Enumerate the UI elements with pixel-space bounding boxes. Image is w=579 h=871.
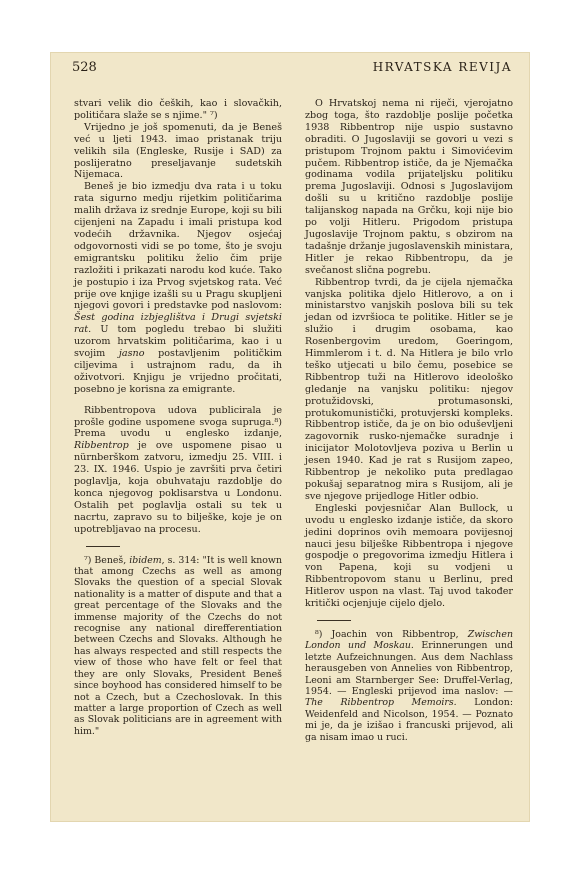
page-number: 528 [72,60,97,75]
footnote-8: ⁸) Joachin von Ribbentrop, Zwischen London und Moskau. Erinnerungen und letzte Aufzeichnungen. Aus dem Nachlass herausgeben von Annelies von Ribbentrop, Leoni am Starnberger See: Druffel-Verlag, 1954. — Engleski prijevod ima naslov: — The Ribbentrop Memoirs. London: Weidenfeld and Nicolson, 1954. — Poznato mi je, da je izišao i francuski prijevod, ali ga nisam imao u ruci. [305,628,513,743]
paragraph: Ribbentropova udova publicirala je prošle godine uspomene svoga supruga.⁸) Prema uvodu u englesko izdanje, Ribbentrop je ove uspomene pisao u nürnberškom zatvoru, izmedju 25. VIII. i 23. IX. 1946. Uspio je završiti prva četiri poglavlja, koja obuhvataju razdoblje do konca njegovog poklisarstva u Londonu. Ostalih pet poglavlja ostali su tek u nacrtu, zapravo su to bilješke, koje je on upotrebljavao na procesu. [74,404,282,535]
book-title: Šest godina izbjeglištva i Drugi svjetski rat. [74,312,282,336]
book-title: The Ribbentrop Memoirs. [305,697,457,709]
page-header [72,60,512,78]
footnote-divider [86,546,120,547]
paragraph: Engleski povjesničar Alan Bullock, u uvodu u englesko izdanje ističe, da skoro jedini doprinos ovih memoara povijesnoj nauci jesu bilješke Ribbentropa i njegove gospodje o pregovorima izmedju Hitlera i von Papena, koji su vodjeni u Ribbentropovom stanu u Berlinu, pred Hitlerov uspon na vlast. Taj uvod također kritički ocjenjuje cijelo djelo. [305,502,513,610]
paragraph: Ribbentrop tvrdi, da je cijela njemačka vanjska politika djelo Hitlerovo, a on i ministarstvo vanjskih poslova bili su tek jedan od izvršioca te politike. Hitler se je služio i drugim osobama, kao Rosenbergovim uredom, Goeringom, Himmlerom i t. d. Na Hitlera je bilo vrlo teško utjecati u bilo čemu, posebice se Ribbentrop tuži na Hitlerovo ideološko gledanje na vanjsku politiku: njegov protužidovski, protumasonski, protukomunistički, protuvjerski kompleks. Ribbentrop ističe, da je on bio oduševljeni zagovornik rusko-njemačke suradnje i inicijator Molotovljeva poziva u Berlin u jesen 1940. Kad je rat s Rusijom zapeo, Ribbentrop je nekoliko puta predlagao pokušaj separatnog mira s Rusijom, ali je sve njegove prijedloge Hitler odbio. [305,276,513,502]
left-column [74,98,282,737]
journal-title: HRVATSKA REVIJA [372,60,512,74]
footnote-divider [317,620,351,621]
paragraph: Beneš je bio izmedju dva rata i u toku rata sigurno medju rijetkim političarima malih država iz srednje Europe, koji su bili cijenjeni na Zapadu i imali pristupa kod vodećih državnika. Njegov osjećaj odgovornosti vidi se po tome, što je svoju emigrantsku politiku želio čim prije razložiti i prikazati narodu kod kuće. Tako je postupio i iza Prvog svjetskog rata. Već prije ove knjige izašli su u Pragu skupljeni njegovi govori i predstavke pod naslovom: Šest godina izbjeglištva i Drugi svjetski rat. U tom pogledu trebao bi služiti uzorom hrvatskim političarima, kao i u svojim jasno postavljenim političkim ciljevima i ustrajnom radu, da ih oživotvori. Knjigu je vrijedno pročitati, posebno je korisna za emigrante. [74,181,282,395]
book-title: Ribbentrop [74,440,129,452]
footnote-7: ⁷) Beneš, ibidem, s. 314: "It is well known that among Czechs as well as among Slovaks the question of a special Slovak nationality is a matter of dispute and that a great percentage of the Slovaks and the immense majority of the Czechs do not recognise any national direfferentiation between Czechs and Slovaks. Although he has always respected and still respects the view of those who have felt or feel that they are only Slovaks, President Beneš since boyhood has considered himself to be not a Czech, but a Czechoslovak. In this matter a large proportion of Czech as well as Slovak politicians are in agreement with him." [74,554,282,737]
paragraph: stvari velik dio čeških, kao i slovačkih, političara slaže se s njime." ⁷) [74,98,282,121]
book-title: Zwischen London und Moskau. [305,628,513,652]
paragraph: O Hrvatskoj nema ni riječi, vjerojatno zbog toga, što razdoblje poslije početka 1938 Ribbentrop nije uspio sustavno obraditi. O Jugoslaviji se govori u vezi s pristupom Trojnom paktu i Simovićevim pučem. Ribbentrop ističe, da je Njemačka godinama vodila prijateljsku politiku prema Jugoslaviji. Odnosi s Jugoslavijom došli su u kritično razdoblje poslije talijanskog napada na Grčku, koji nije bio po volji Hitleru. Prigodom pristupa Jugoslavije Trojnom paktu, s obzirom na tadašnje držanje jugoslavenskih ministara, Hitler je rekao Ribbentropu, da je svečanost slična pogrebu. [305,98,513,276]
right-column [305,98,513,743]
emphasis: jasno [118,348,145,360]
paragraph: Vrijedno je još spomenuti, da je Beneš već u ljeti 1943. imao pristanak triju velikih sila (Engleske, Rusije i SAD) za poslijeratno preseljavanje sudetskih Nijemaca. [74,121,282,181]
